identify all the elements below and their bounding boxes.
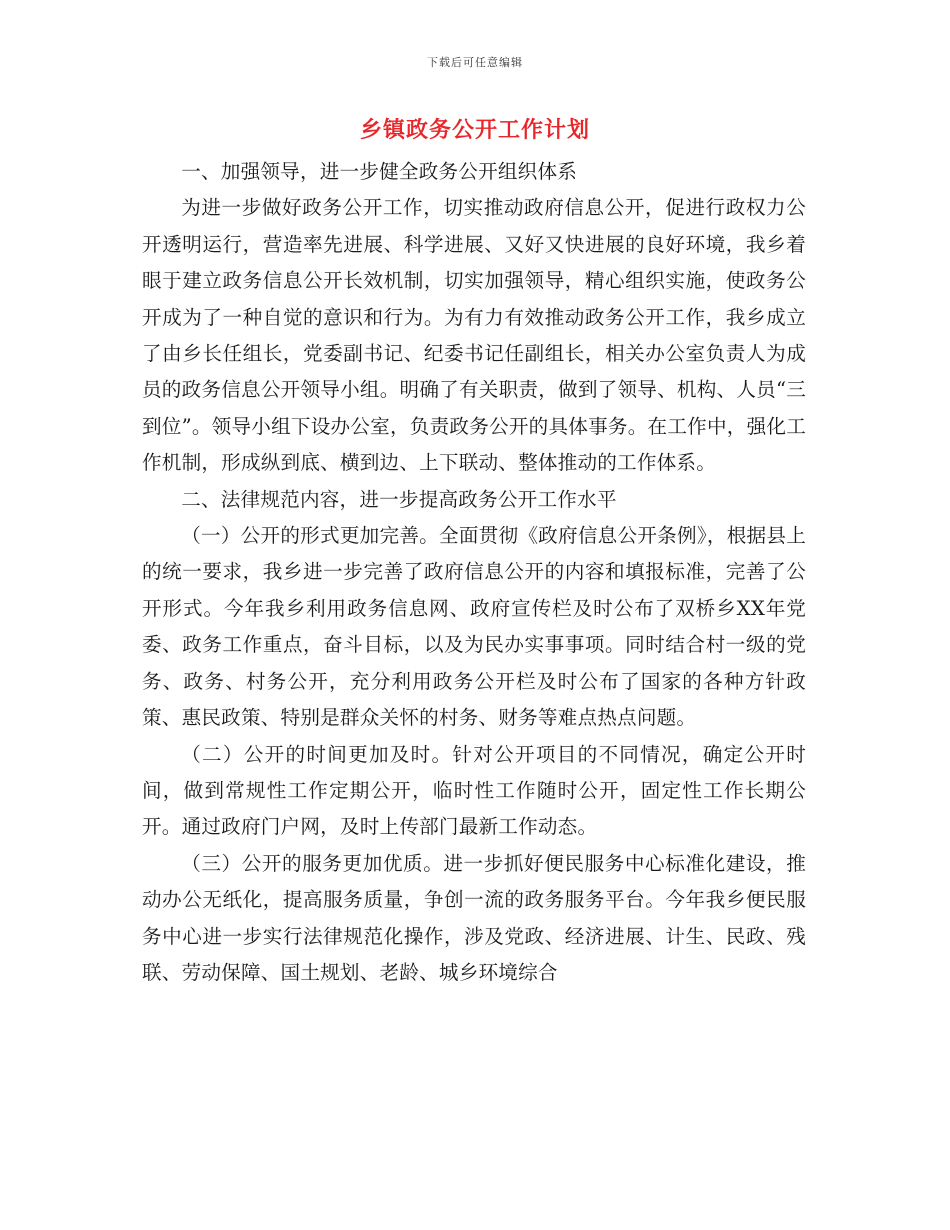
paragraph-4: （三）公开的服务更加优质。进一步抓好便民服务中心标准化建设，推动办公无纸化，提高服务质量，争创一流的政务服务平台。今年我乡便民服务中心进一步实行法律规范化操作，涉及党政、经济进展、计生、民政、残联、劳动保障、国土规划、老龄、城乡环境综合	[142, 851, 806, 984]
section-heading-2: 二、法律规范内容，进一步提高政务公开工作水平	[181, 487, 617, 511]
paragraph-3: （二）公开的时间更加及时。针对公开项目的不同情况，确定公开时间，做到常规性工作定期公开，临时性工作随时公开，固定性工作长期公开。通过政府门户网，及时上传部门最新工作动态。	[142, 742, 806, 839]
document-title: 乡镇政务公开工作计划	[359, 117, 590, 143]
section-heading-1: 一、加强领导，进一步健全政务公开组织体系	[181, 160, 578, 183]
paragraph-2: （一）公开的形式更加完善。全面贯彻《政府信息公开条例》，根据县上的统一要求，我乡进一步完善了政府信息公开的内容和填报标准，完善了公开形式。今年我乡利用政务信息网、政府宣传栏及时公布了双桥乡XX年党委、政务工作重点，奋斗目标，以及为民办实事事项。同时结合村一级的党务、政务、村务公开，充分利用政务公开栏及时公布了国家的各种方针政策、惠民政策、特别是群众关怀的村务、财务等难点热点问题。	[142, 524, 806, 730]
paragraph-1: 为进一步做好政务公开工作，切实推动政府信息公开，促进行政权力公开透明运行，营造率先进展、科学进展、又好又快进展的良好环境，我乡着眼于建立政务信息公开长效机制，切实加强领导，精心组织实施，使政务公开成为了一种自觉的意识和行为。为有力有效推动政务公开工作，我乡成立了由乡长任组长，党委副书记、纪委书记任副组长，相关办公室负责人为成员的政务信息公开领导小组。明确了有关职责，做到了领导、机构、人员“三到位”。领导小组下设办公室，负责政务公开的具体事务。在工作中，强化工作机制，形成纵到底、横到边、上下联动、整体推动的工作体系。	[142, 196, 806, 475]
header-note: 下载后可任意编辑	[427, 56, 523, 69]
document-body	[142, 154, 806, 991]
